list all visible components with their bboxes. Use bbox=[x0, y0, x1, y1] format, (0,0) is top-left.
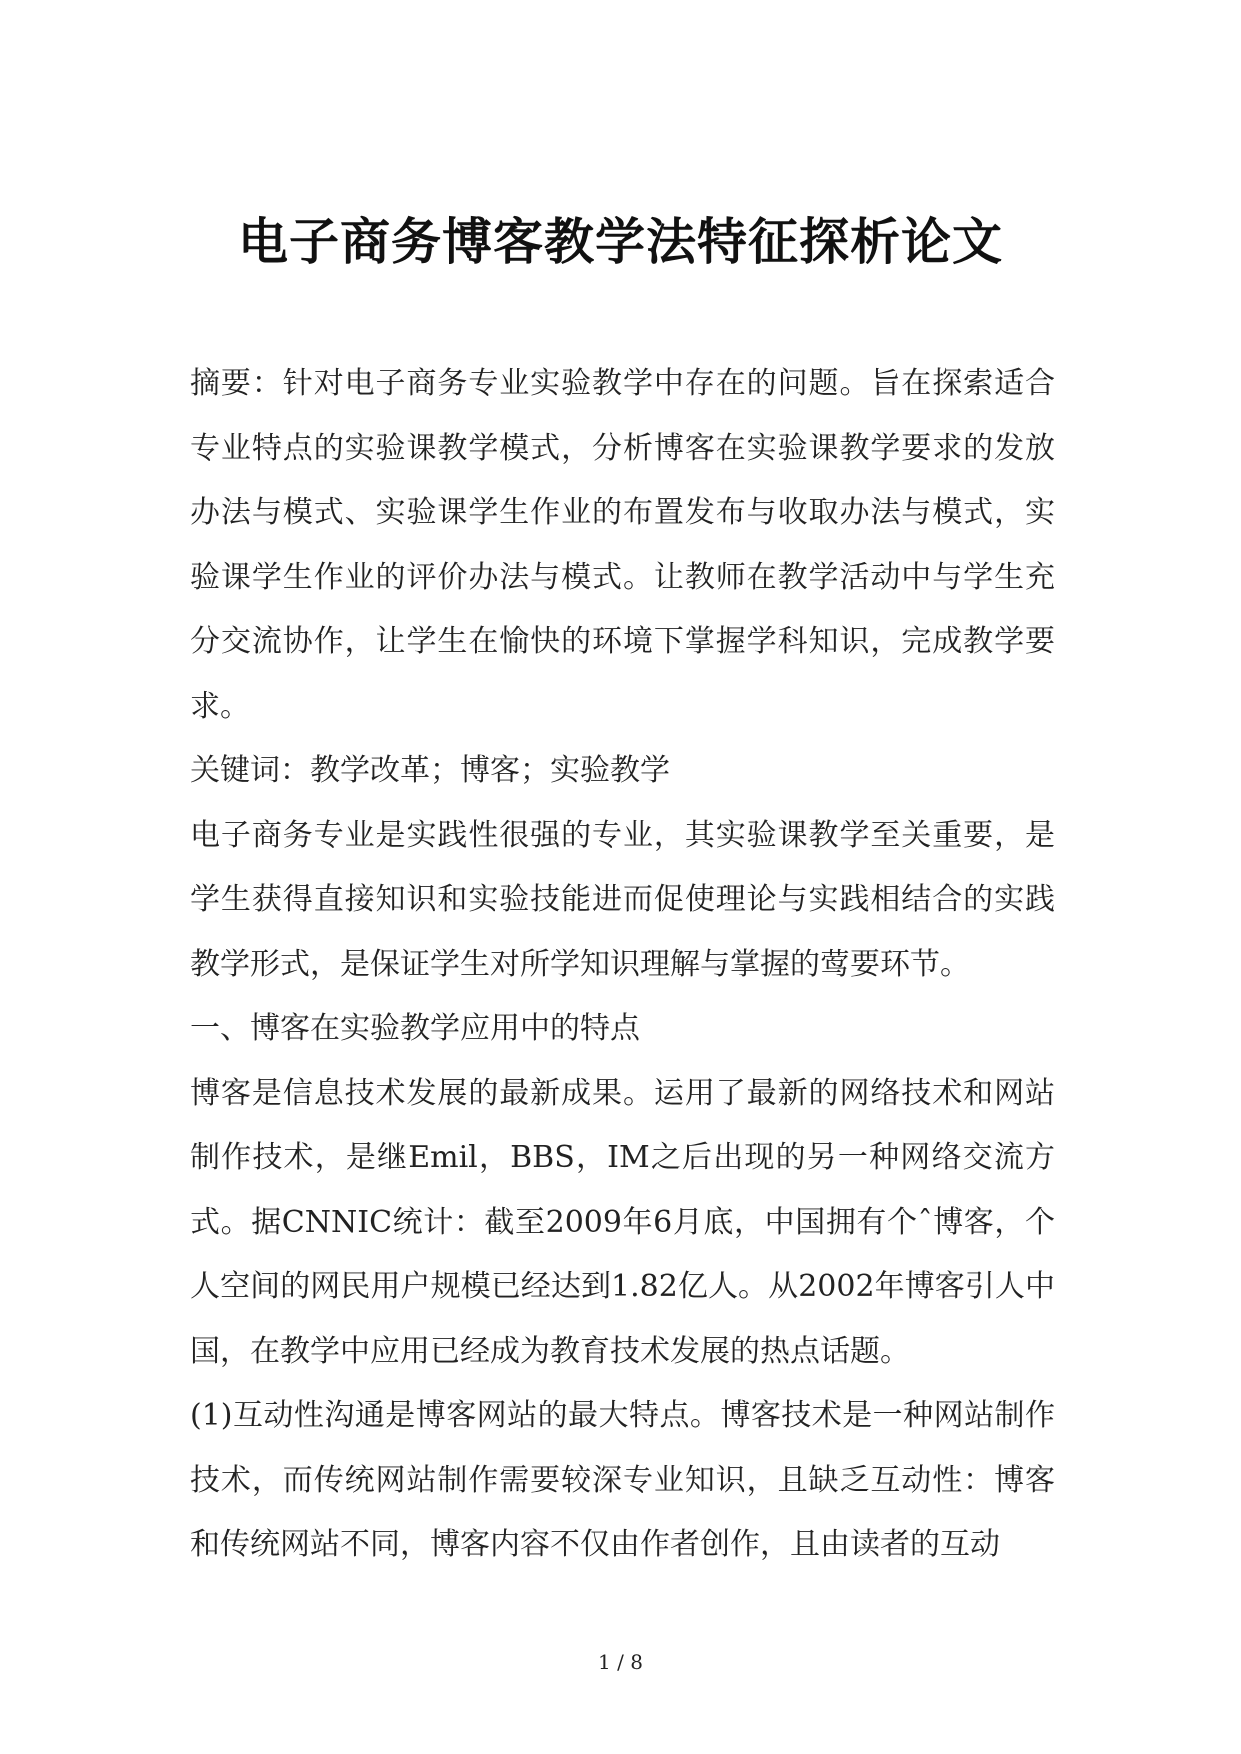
document-title: 电子商务博客教学法特征探析论文 bbox=[238, 213, 1003, 271]
intro-paragraph: 电子商务专业是实践性很强的专业，其实验课教学至关重要，是学生获得直接知识和实验技能进而促使理论与实践相结合的实践教学形式，是保证学生对所学知识理解与掌握的莺要环节。 bbox=[190, 817, 1055, 982]
section-heading: 一、博客在实验教学应用中的特点 bbox=[190, 1011, 640, 1046]
keywords-paragraph: 关键词：教学改革；博客；实验教学 bbox=[190, 753, 670, 788]
page-number: 1 / 8 bbox=[598, 1650, 643, 1674]
abstract-paragraph: 摘要：针对电子商务专业实验教学中存在的问题。旨在探索适合专业特点的实验课教学模式，分析博客在实验课教学要求的发放办法与模式、实验课学生作业的布置发布与收取办法与模式，实验课学生作业的评价办法与模式。让教师在教学活动中与学生充分交流协作，让学生在愉快的环境下掌握学科知识，完成教学要求。 bbox=[190, 366, 1055, 724]
document-body bbox=[190, 352, 1055, 1578]
body-paragraph: 博客是信息技术发展的最新成果。运用了最新的网络技术和网站制作技术，是继Emil，BBS，IM之后出现的另一种网络交流方式。据CNNIC统计：截至2009年6月底，中国拥有个ˆ博客，个人空间的网民用户规模已经达到1.82亿人。从2002年博客引人中国，在教学中应用已经成为教育技术发展的热点话题。 bbox=[190, 1075, 1055, 1369]
body-paragraph: (1)互动性沟通是博客网站的最大特点。博客技术是一种网站制作技术，而传统网站制作需要较深专业知识，且缺乏互动性：博客和传统网站不同，博客内容不仅由作者创作，且由读者的互动 bbox=[190, 1398, 1055, 1562]
